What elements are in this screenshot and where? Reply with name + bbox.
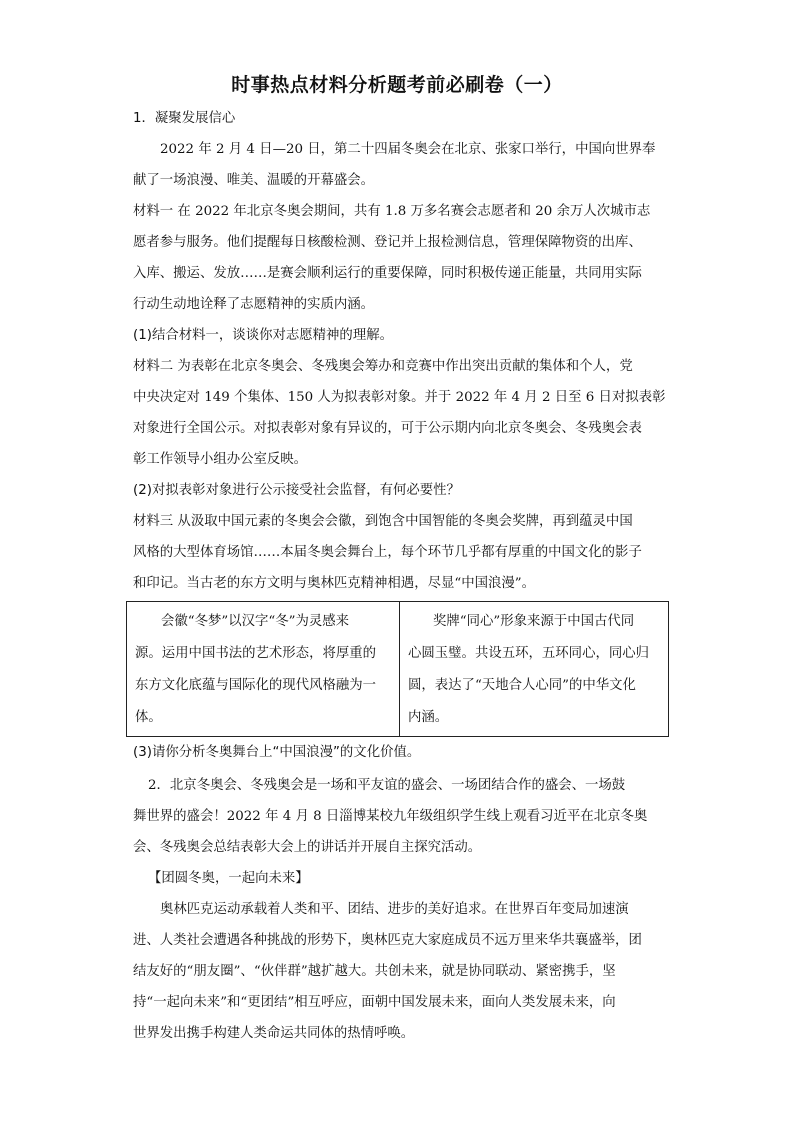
question-2-line: 会、冬残奥会总结表彰大会上的讲话并开展自主探究活动。 <box>133 840 482 855</box>
section-paragraph-line: 世界发出携手构建人类命运共同体的热情呼唤。 <box>133 1026 415 1041</box>
table-cell-right-line: 心圆玉璧。共设五环，五环同心，同心归 <box>408 646 650 661</box>
question-2-line: 舞世界的盛会！2022 年 4 月 8 日淄博某校九年级组织学生线上观看习近平在北京冬奥 <box>133 809 648 824</box>
table-cell-right-line: 奖牌“同心”形象来源于中国古代同 <box>433 614 635 629</box>
table-cell-left-line: 会徽“冬梦”以汉字“冬”为灵感来 <box>161 614 350 629</box>
section-paragraph-line: 持“一起向未来”和“更团结”相互呼应，面朝中国发展未来，面向人类发展未来，向 <box>133 995 616 1010</box>
intro-line: 献了一场浪漫、唯美、温暖的开幕盛会。 <box>133 173 375 188</box>
question-2-line: 2．北京冬奥会、冬残奥会是一场和平友谊的盛会、一场团结合作的盛会、一场鼓 <box>148 778 626 793</box>
table-divider <box>399 602 400 736</box>
material-2-line: 材料二 为表彰在北京冬奥会、冬残奥会筹办和竞赛中作出突出贡献的集体和个人，党 <box>133 359 633 374</box>
material-2-line: 对象进行全国公示。对拟表彰对象有异议的，可于公示期内向北京冬奥会、冬残奥会表 <box>133 421 642 436</box>
material-1-line: 愿者参与服务。他们提醒每日核酸检测、登记并上报检测信息，管理保障物资的出库、 <box>133 235 642 250</box>
intro-line: 2022 年 2 月 4 日—20 日，第二十四届冬奥会在北京、张家口举行，中国向世界奉 <box>160 142 656 157</box>
material-1-line: 行动生动地诠释了志愿精神的实质内涵。 <box>133 297 375 312</box>
table-cell-left-line: 体。 <box>135 710 162 725</box>
section-paragraph-line: 进、人类社会遭遇各种挑战的形势下，奥林匹克大家庭成员不远万里来华共襄盛举，团 <box>133 933 642 948</box>
section-paragraph-line: 奥林匹克运动承载着人类和平、团结、进步的美好追求。在世界百年变局加速演 <box>160 902 629 917</box>
material-1-line: 材料一 在 2022 年北京冬奥会期间，共有 1.8 万多名赛会志愿者和 20 余万人次城市志 <box>133 204 651 219</box>
document-title: 时事热点材料分析题考前必刷卷（一） <box>231 74 563 96</box>
material-1-line: 入库、搬运、发放……是赛会顺利运行的重要保障，同时积极传递正能量，共同用实际 <box>133 266 642 281</box>
material-3-line: 和印记。当古老的东方文明与奥林匹克精神相遇，尽显“中国浪漫”。 <box>133 576 536 591</box>
table-cell-right-line: 内涵。 <box>408 710 449 725</box>
sub-question-2: (2)对拟表彰对象进行公示接受社会监督，有何必要性？ <box>133 483 460 498</box>
material-3-line: 风格的大型体育场馆……本届冬奥会舞台上，每个环节几乎都有厚重的中国文化的影子 <box>133 545 642 560</box>
sub-question-3: (3)请你分析冬奥舞台上“中国浪漫”的文化价值。 <box>133 745 421 760</box>
sub-question-1: (1)结合材料一，谈谈你对志愿精神的理解。 <box>133 328 393 343</box>
material-3-line: 材料三 从汲取中国元素的冬奥会会徽，到饱含中国智能的冬奥会奖牌，再到蕴灵中国 <box>133 514 633 529</box>
material-2-line: 中央决定对 149 个集体、150 人为拟表彰对象。并于 2022 年 4 月 2 日至 6 日对拟表彰 <box>133 390 666 405</box>
comparison-table <box>126 601 669 737</box>
material-2-line: 彰工作领导小组办公室反映。 <box>133 452 308 467</box>
table-cell-right-line: 圆，表达了“天地合人心同”的中华文化 <box>408 678 636 693</box>
table-cell-left-line: 源。运用中国书法的艺术形态，将厚重的 <box>135 646 377 661</box>
table-cell-left-line: 东方文化底蕴与国际化的现代风格融为一 <box>135 678 377 693</box>
section-paragraph-line: 结友好的“朋友圈”、“伙伴群”越扩越大。共创未来，就是协同联动、紧密携手，坚 <box>133 964 616 979</box>
question-1-heading: 1．凝聚发展信心 <box>133 111 236 126</box>
section-heading: 【团圆冬奥，一起向未来】 <box>148 871 309 886</box>
